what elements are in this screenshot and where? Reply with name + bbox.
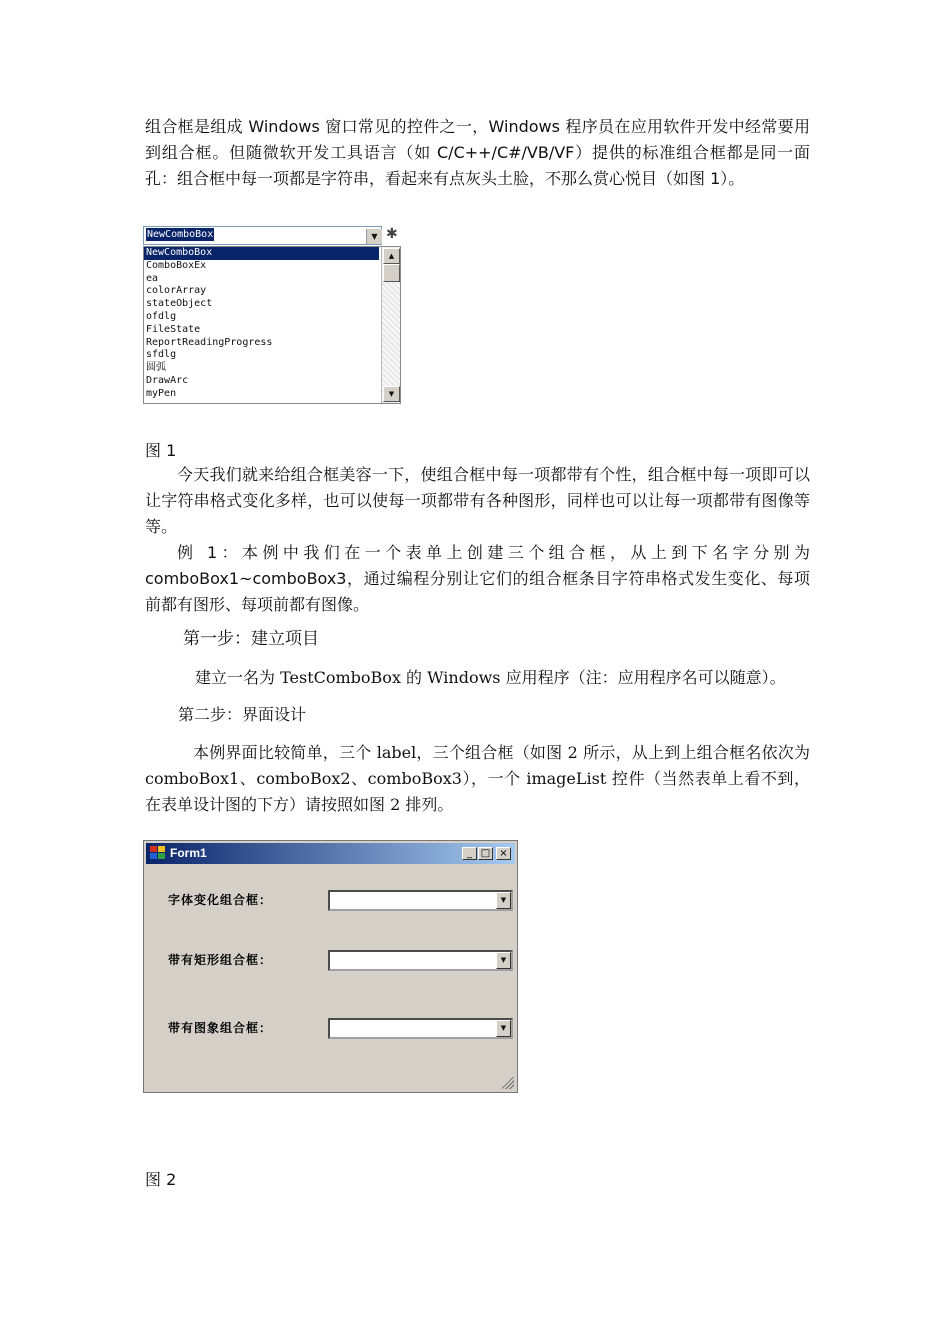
label-font-combo: 字体变化组合框： [168,893,273,907]
list-item[interactable]: ComboBoxEx [146,259,207,271]
scroll-up-icon[interactable]: ▲ [383,248,400,264]
list-item[interactable]: ea [146,272,159,284]
combobox-3[interactable] [328,1018,513,1039]
list-item[interactable]: 圆弧 [146,362,166,374]
list-item[interactable]: DrawArc [146,374,189,386]
scroll-down-icon[interactable]: ▼ [383,386,400,402]
window-title: Form1 [170,846,207,860]
figure-1-combobox [143,224,401,404]
chevron-down-icon[interactable]: ▼ [496,1020,511,1037]
combo-dropdown-list[interactable] [143,246,401,404]
figure-1-caption: 图 1 [145,441,177,460]
vertical-scrollbar[interactable] [381,247,400,403]
window-titlebar[interactable] [146,843,515,864]
list-item[interactable]: stateObject [146,298,213,310]
close-icon[interactable]: × [496,847,511,860]
figure-2-form-window [143,840,518,1093]
list-item[interactable]: NewComboBox [144,247,379,260]
chevron-down-icon[interactable]: ▼ [366,229,382,244]
wrench-icon[interactable]: ✱ [386,226,398,242]
chevron-down-icon[interactable]: ▼ [496,952,511,969]
minimize-icon[interactable]: _ [462,847,477,860]
figure-2-caption: 图 2 [145,1170,177,1189]
list-item[interactable]: FileState [146,323,201,335]
body-paragraph-2: 今天我们就来给组合框美容一下，使组合框中每一项都带有个性，组合框中每一项即可以让字符串格式变化多样，也可以使每一项都带有各种图形，同样也可以让每一项都带有图像等等。 [145,465,810,536]
scroll-thumb[interactable] [383,264,400,282]
step-1-heading: 第一步：建立项目 [183,629,319,649]
app-icon [150,846,166,861]
step-2-heading: 第二步：界面设计 [178,705,307,724]
list-item[interactable]: ofdlg [146,310,177,322]
list-item[interactable]: myPen [146,387,177,399]
example-paragraph: 例 1：本例中我们在一个表单上创建三个组合框，从上到下名字分别为 comboBox1~comboBox3，通过编程分别让它们的组合框条目字符串格式发生变化、每项前都有图形、每项前都有图像。 [145,543,810,614]
maximize-icon[interactable]: □ [478,847,493,860]
intro-paragraph: 组合框是组成 Windows 窗口常见的控件之一，Windows 程序员在应用软件开发中经常要用到组合框。但随微软开发工具语言（如 C/C++/C#/VB/VF）提供的标准组合框都是同一面孔：组合框中每一项都是字符串，看起来有点灰头土脸，不那么赏心悦目（如图 1）。 [145,117,810,188]
chevron-down-icon[interactable]: ▼ [496,892,511,909]
label-image-combo: 带有图象组合框： [168,1021,273,1035]
label-rect-combo: 带有矩形组合框： [168,953,273,967]
list-item[interactable]: colorArray [146,285,207,297]
combo-selected-value: NewComboBox [147,229,214,240]
list-item[interactable]: ReportReadingProgress [146,336,273,348]
list-item[interactable]: sfdlg [146,349,177,361]
combobox-1[interactable] [328,890,513,911]
step-1-text: 建立一名为 TestComboBox 的 Windows 应用程序（注：应用程序名可以随意）。 [195,668,786,687]
resize-grip-icon[interactable] [502,1077,514,1089]
combo-edit-field[interactable] [143,226,382,245]
combobox-2[interactable] [328,950,513,971]
step-2-text: 本例界面比较简单，三个 label，三个组合框（如图 2 所示，从上到上组合框名依次为 comboBox1、comboBox2、comboBox3），一个 imageList 控件（当然表单上看不到，在表单设计图的下方）请按照如图 2 排列。 [145,743,810,814]
